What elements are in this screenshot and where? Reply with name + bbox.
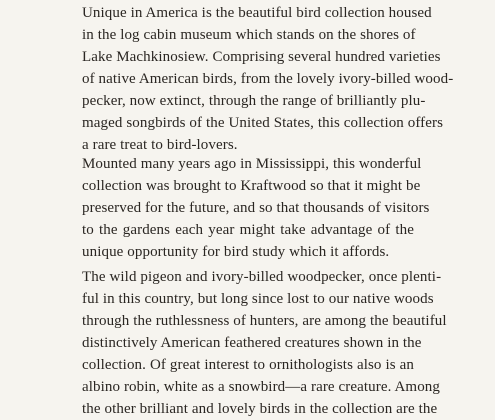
text-line: to the gardens each year might take advantage of the [82, 222, 414, 238]
text-line: in the log cabin museum which stands on the shores of [82, 27, 416, 43]
text-line: distinctively American feathered creatures shown in the [82, 335, 422, 351]
text-line: Unique in America is the beautiful bird collection housed [82, 5, 432, 21]
paragraph-bird-collection [82, 2, 454, 156]
text-line: pecker, now extinct, through the range of brilliantly plu- [82, 93, 426, 109]
text-line: Mounted many years ago in Mississippi, this wonderful [82, 156, 422, 172]
text-line: a rare treat to bird-lovers. [82, 137, 238, 153]
text-line: albino robin, white as a snowbird—a rare creature. Among [82, 379, 440, 395]
text-line: collection. Of great interest to ornithologists also is an [82, 357, 414, 373]
text-line: ful in this country, but long since lost to our native woods [82, 291, 434, 307]
text-line: unique opportunity for bird study which it affords. [82, 244, 390, 260]
text-line: the other brilliant and lovely birds in the collection are the [82, 401, 438, 417]
text-line: collection was brought to Kraftwood so that it might be [82, 178, 421, 194]
paragraph-wild-pigeon [82, 266, 447, 420]
text-line: preserved for the future, and so that thousands of visitors [82, 200, 430, 216]
text-line: The wild pigeon and ivory-billed woodpecker, once plenti- [82, 269, 442, 285]
text-line: Lake Machkinosiew. Comprising several hundred varieties [82, 49, 441, 65]
text-line: maged songbirds of the United States, this collection offers [82, 115, 444, 131]
text-line: of native American birds, from the lovely ivory-billed wood- [82, 71, 454, 87]
paragraph-mississippi [82, 153, 430, 263]
text-line: through the ruthlessness of hunters, are among the beautiful [82, 313, 447, 329]
